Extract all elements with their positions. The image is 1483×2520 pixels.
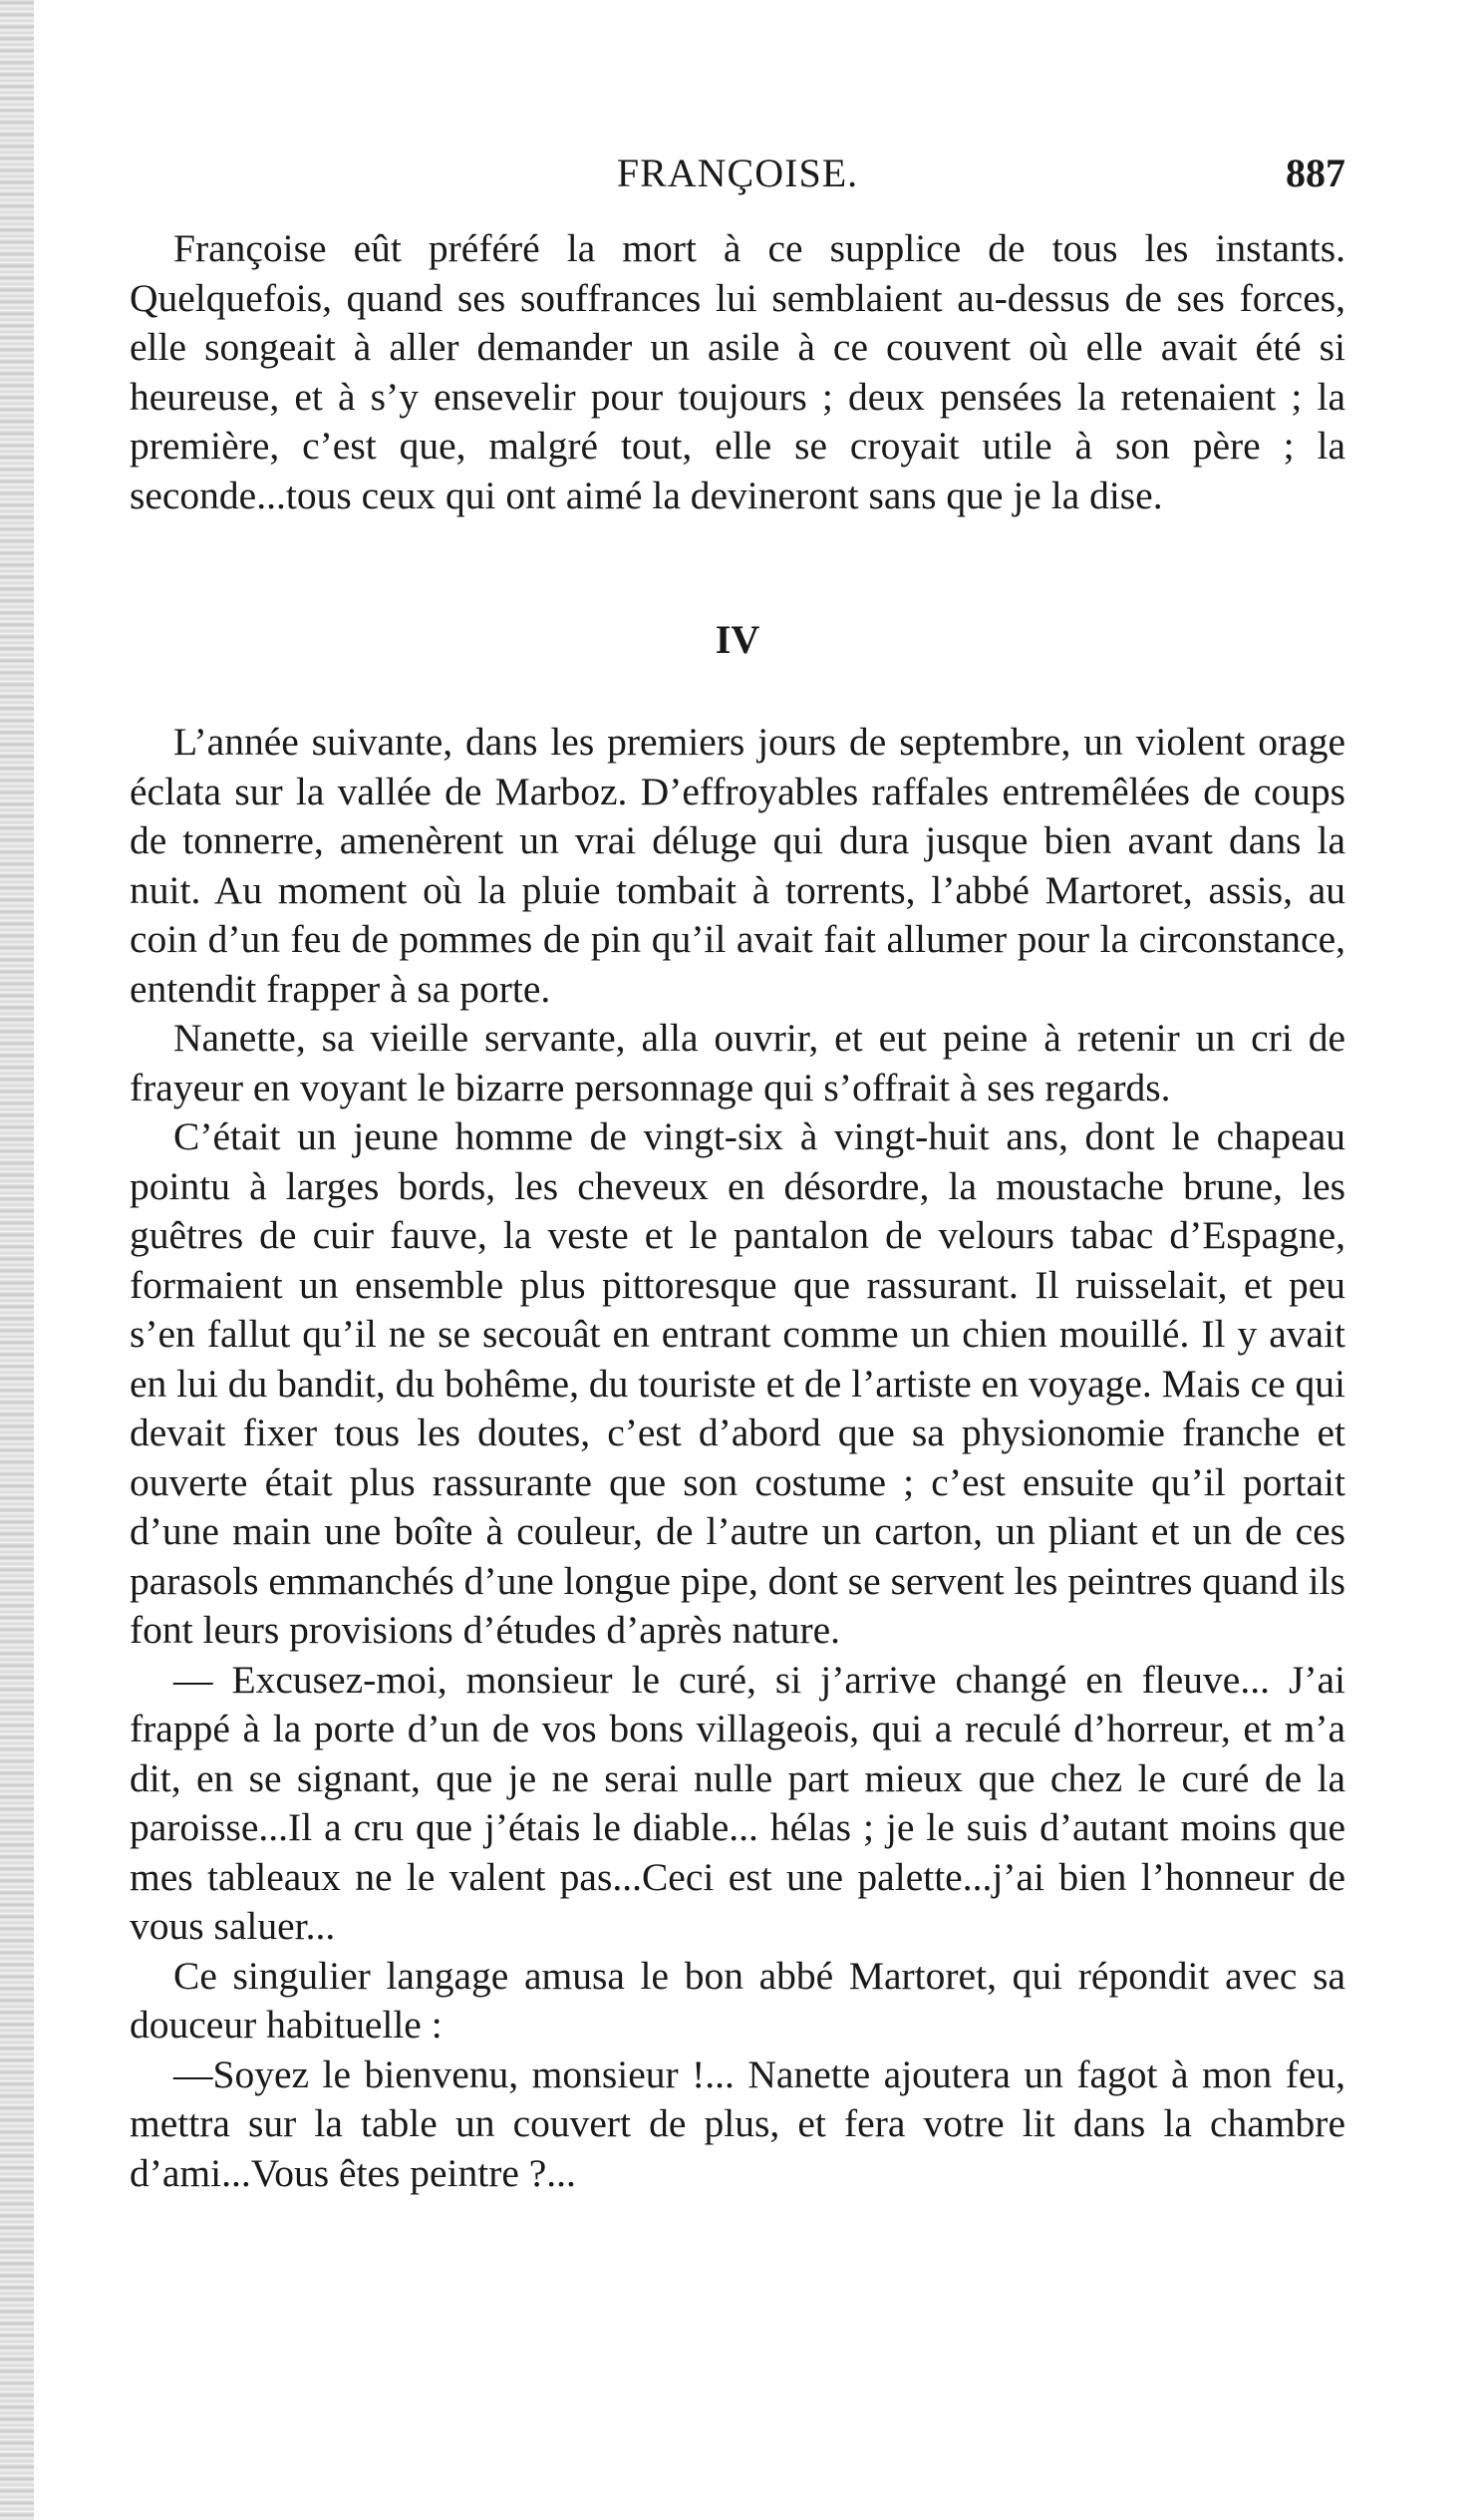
paragraph: Ce singulier langage amusa le bon abbé Martoret, qui répondit avec sa douceur habituelle : bbox=[130, 1953, 1345, 2047]
intro-text bbox=[130, 224, 1345, 520]
paragraph: Nanette, sa vieille servante, alla ouvrir, et eut peine à retenir un cri de frayeur en voyant le bizarre personnage qui s’offrait à ses regards. bbox=[130, 1016, 1345, 1109]
paragraph: L’année suivante, dans les premiers jours de septembre, un violent orage éclata sur la vallée de Marboz. D’effroyables raffales entremêlées de coups de tonnerre, amenèrent un vrai déluge qui dura jusque bien avant dans la nuit. Au moment où la pluie tombait à torrents, l’abbé Martoret, assis, au coin d’un feu de pommes de pin qu’il avait fait allumer pour la circonstance, entendit frapper à sa porte. bbox=[130, 720, 1345, 1011]
paragraph: — Excusez-moi, monsieur le curé, si j’arrive changé en fleuve... J’ai frappé à la porte d’un de vos bons villageois, qui a reculé d’horreur, et m’a dit, en se signant, que je ne serai nulle part mieux que chez le curé de la paroisse...Il a cru que j’étais le diable... hélas ; je le suis d’autant moins que mes tableaux ne le valent pas...Ceci est une palette...j’ai bien l’honneur de vous saluer... bbox=[130, 1657, 1345, 1948]
page-header bbox=[130, 150, 1345, 209]
scan-binding-edge bbox=[0, 0, 34, 2520]
paragraph: Françoise eût préféré la mort à ce supplice de tous les instants. Quelquefois, quand ses souffrances lui semblaient au-dessus de ses forces, elle songeait à aller demander un asile à ce couvent où elle avait été si heureuse, et à s’y ensevelir pour toujours ; deux pensées la retenaient ; la première, c’est que, malgré tout, elle se croyait utile à son père ; la seconde...tous ceux qui ont aimé la devineront sans que je la dise. bbox=[130, 226, 1345, 517]
section-text bbox=[130, 718, 1345, 2198]
paragraph: C’était un jeune homme de vingt-six à vingt-huit ans, dont le chapeau pointu à larges bords, les cheveux en désordre, la moustache brune, les guêtres de cuir fauve, la veste et le pantalon de velours tabac d’Espagne, formaient un ensemble plus pittoresque que rassurant. Il ruisselait, et peu s’en fallut qu’il ne se secouât en entrant comme un chien mouillé. Il y avait en lui du bandit, du bohême, du touriste et de l’artiste en voyage. Mais ce qui devait fixer tous les doutes, c’est d’abord que sa physionomie franche et ouverte était plus rassurante que son costume ; c’est ensuite qu’il portait d’une main une boîte à couleur, de l’autre un carton, un pliant et un de ces parasols emmanchés d’une longue pipe, dont se servent les peintres quand ils font leurs provisions d’études d’après nature. bbox=[130, 1114, 1345, 1652]
page-number: 887 bbox=[1286, 151, 1345, 195]
paragraph: —Soyez le bienvenu, monsieur !... Nanette ajoutera un fagot à mon feu, mettra sur la table un couvert de plus, et fera votre lit dans la chambre d’ami...Vous êtes peintre ?... bbox=[130, 2051, 1345, 2195]
running-title: FRANÇOISE. bbox=[616, 151, 859, 195]
section-heading: IV bbox=[715, 617, 760, 662]
